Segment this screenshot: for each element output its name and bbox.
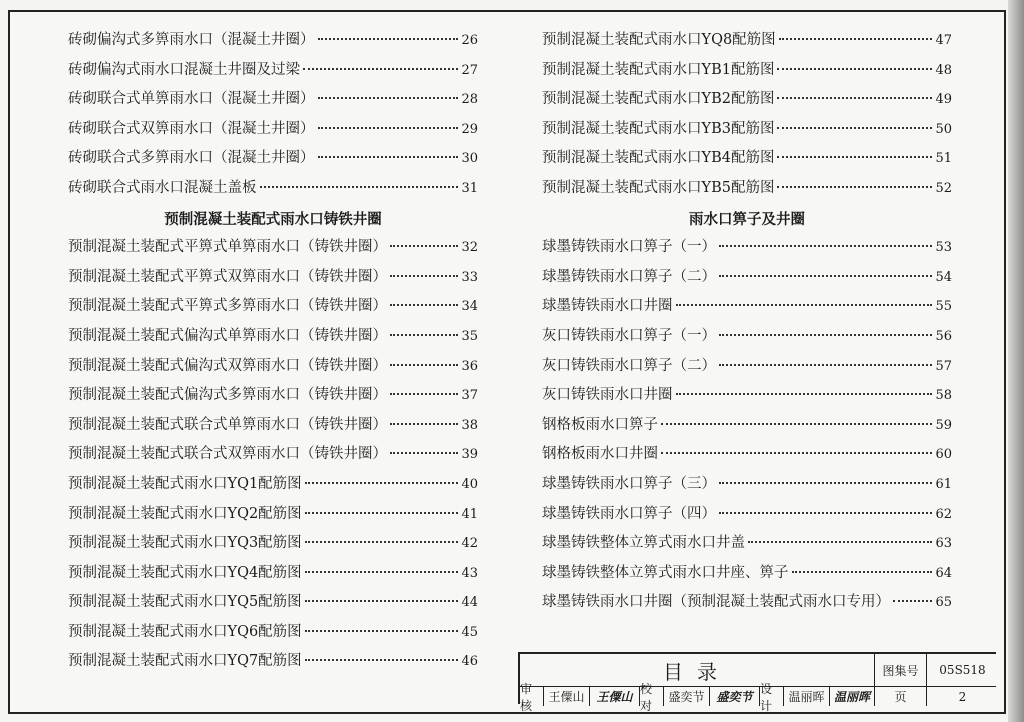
dot-leader bbox=[719, 364, 932, 366]
toc-entry-title: 球墨铸铁雨水口箅子（一） bbox=[542, 239, 716, 256]
toc-entry-page: 57 bbox=[935, 358, 952, 374]
toc-entry-page: 36 bbox=[461, 358, 478, 374]
dot-leader bbox=[676, 304, 933, 306]
toc-entry-title: 砖砌联合式双箅雨水口（混凝土井圈） bbox=[68, 120, 315, 137]
toc-entry bbox=[542, 472, 952, 502]
toc-entry bbox=[542, 117, 952, 147]
toc-entry-title: 砖砌联合式单箅雨水口（混凝土井圈） bbox=[68, 91, 315, 108]
dot-leader bbox=[390, 393, 458, 395]
toc-entry-title: 预制混凝土装配式雨水口YQ2配筋图 bbox=[68, 505, 302, 522]
toc-entry-title: 球墨铸铁整体立箅式雨水口井盖 bbox=[542, 535, 745, 552]
toc-entry-page: 50 bbox=[935, 121, 952, 137]
toc-entry bbox=[542, 354, 952, 384]
toc-left-bottom-list bbox=[68, 235, 478, 679]
toc-entry-page: 44 bbox=[461, 595, 478, 611]
dot-leader bbox=[390, 245, 458, 247]
toc-entry-page: 37 bbox=[461, 388, 478, 404]
toc-entry-title: 预制混凝土装配式雨水口YB4配筋图 bbox=[542, 150, 775, 167]
dot-leader bbox=[777, 156, 932, 158]
toc-entry-page: 33 bbox=[461, 269, 478, 285]
dot-leader bbox=[305, 659, 459, 661]
toc-entry bbox=[68, 294, 478, 324]
toc-entry bbox=[68, 649, 478, 679]
toc-entry-title: 预制混凝土装配式雨水口YB1配筋图 bbox=[542, 61, 775, 78]
toc-entry-page: 64 bbox=[935, 565, 952, 581]
toc-entry bbox=[542, 502, 952, 532]
toc-entry-page: 48 bbox=[935, 62, 952, 78]
toc-entry-page: 61 bbox=[935, 476, 952, 492]
toc-entry-title: 预制混凝土装配式雨水口YQ6配筋图 bbox=[68, 623, 302, 640]
dot-leader bbox=[661, 423, 932, 425]
toc-entry-title: 预制混凝土装配式雨水口YQ8配筋图 bbox=[542, 32, 776, 48]
dot-leader bbox=[390, 334, 458, 336]
reviewer-name: 王僳山 bbox=[544, 687, 590, 706]
toc-entry-page: 58 bbox=[935, 388, 952, 404]
dot-leader bbox=[305, 482, 459, 484]
toc-entry-title: 灰口铸铁雨水口箅子（二） bbox=[542, 357, 716, 374]
toc-right-bottom-list bbox=[542, 235, 952, 620]
toc-entry bbox=[68, 472, 478, 502]
toc-entry-title: 预制混凝土装配式雨水口YQ1配筋图 bbox=[68, 475, 302, 492]
toc-entry-page: 41 bbox=[461, 506, 478, 522]
toc-entry-title: 预制混凝土装配式偏沟式双箅雨水口（铸铁井圈） bbox=[68, 357, 387, 374]
toc-entry-page: 53 bbox=[935, 240, 952, 256]
dot-leader bbox=[661, 452, 932, 454]
toc-entry bbox=[542, 590, 952, 620]
toc-entry-page: 65 bbox=[935, 595, 952, 611]
toc-entry bbox=[68, 235, 478, 265]
toc-entry-title: 预制混凝土装配式雨水口YQ7配筋图 bbox=[68, 653, 302, 670]
dot-leader bbox=[305, 512, 459, 514]
toc-entry-title: 球墨铸铁雨水口箅子（二） bbox=[542, 268, 716, 285]
toc-entry-title: 砖砌偏沟式雨水口混凝土井圈及过梁 bbox=[68, 61, 300, 78]
toc-entry bbox=[68, 354, 478, 384]
toc-entry-page: 51 bbox=[935, 151, 952, 167]
page-edge-shadow bbox=[1008, 0, 1024, 722]
checker-signature: 盛奕节 bbox=[710, 687, 760, 706]
toc-entry bbox=[68, 58, 478, 88]
toc-entry bbox=[542, 294, 952, 324]
toc-entry-page: 56 bbox=[935, 328, 952, 344]
toc-entry bbox=[542, 28, 952, 58]
toc-entry-page: 40 bbox=[461, 476, 478, 492]
toc-entry-page: 29 bbox=[461, 121, 478, 137]
toc-entry-page: 62 bbox=[935, 506, 952, 522]
toc-entry-title: 灰口铸铁雨水口井圈 bbox=[542, 387, 673, 404]
toc-entry-title: 预制混凝土装配式联合式单箅雨水口（铸铁井圈） bbox=[68, 416, 387, 433]
toc-entry bbox=[542, 413, 952, 443]
toc-entry-page: 63 bbox=[935, 536, 952, 552]
dot-leader bbox=[305, 600, 459, 602]
toc-entry-title: 砖砌联合式多箅雨水口（混凝土井圈） bbox=[68, 150, 315, 167]
toc-entry-page: 39 bbox=[461, 447, 478, 463]
toc-entry bbox=[68, 502, 478, 532]
dot-leader bbox=[748, 541, 932, 543]
toc-entry-title: 预制混凝土装配式雨水口YB2配筋图 bbox=[542, 91, 775, 108]
toc-entry-page: 34 bbox=[461, 299, 478, 315]
reviewer-signature: 王僳山 bbox=[590, 687, 640, 706]
page-label: 页 bbox=[875, 687, 927, 706]
toc-entry bbox=[542, 146, 952, 176]
section-heading-cast-iron-ring: 预制混凝土装配式雨水口铸铁井圈 bbox=[164, 211, 382, 228]
toc-entry-page: 32 bbox=[461, 240, 478, 256]
toc-entry-page: 27 bbox=[461, 62, 478, 78]
dot-leader bbox=[777, 186, 932, 188]
toc-entry-page: 35 bbox=[461, 328, 478, 344]
toc-entry-page: 38 bbox=[461, 417, 478, 433]
page-number: 2 bbox=[958, 689, 967, 704]
toc-entry bbox=[542, 87, 952, 117]
dot-leader bbox=[719, 512, 932, 514]
dot-leader bbox=[390, 304, 458, 306]
title-block bbox=[518, 652, 996, 713]
toc-entry-title: 钢格板雨水口井圈 bbox=[542, 446, 658, 463]
dot-leader bbox=[390, 423, 458, 425]
dot-leader bbox=[390, 452, 458, 454]
toc-entry-title: 预制混凝土装配式联合式双箅雨水口（铸铁井圈） bbox=[68, 446, 387, 463]
toc-entry-title: 预制混凝土装配式平箅式双箅雨水口（铸铁井圈） bbox=[68, 268, 387, 285]
toc-entry-page: 26 bbox=[461, 33, 478, 48]
toc-left-column bbox=[68, 28, 478, 679]
dot-leader bbox=[719, 245, 932, 247]
dot-leader bbox=[305, 630, 459, 632]
dot-leader bbox=[893, 600, 932, 602]
toc-entry-page: 60 bbox=[935, 447, 952, 463]
toc-entry bbox=[68, 442, 478, 472]
toc-entry-page: 31 bbox=[461, 180, 478, 196]
dot-leader bbox=[792, 571, 933, 573]
toc-entry bbox=[542, 561, 952, 591]
atlas-number-label: 图集号 bbox=[875, 654, 927, 686]
toc-entry bbox=[542, 383, 952, 413]
review-label: 审核 bbox=[520, 687, 544, 706]
toc-entry bbox=[68, 265, 478, 295]
toc-entry-page: 43 bbox=[461, 565, 478, 581]
toc-entry-title: 灰口铸铁雨水口箅子（一） bbox=[542, 327, 716, 344]
toc-entry-title: 预制混凝土装配式平箅式多箅雨水口（铸铁井圈） bbox=[68, 298, 387, 315]
dot-leader bbox=[719, 482, 932, 484]
check-label: 校对 bbox=[640, 687, 664, 706]
toc-entry-title: 预制混凝土装配式雨水口YB5配筋图 bbox=[542, 179, 775, 196]
toc-entry bbox=[68, 28, 478, 58]
toc-entry bbox=[542, 442, 952, 472]
toc-left-top-list bbox=[68, 28, 478, 206]
toc-entry bbox=[68, 146, 478, 176]
toc-entry-title: 预制混凝土装配式雨水口YQ3配筋图 bbox=[68, 535, 302, 552]
dot-leader bbox=[318, 156, 459, 158]
toc-entry-page: 30 bbox=[461, 151, 478, 167]
toc-entry bbox=[542, 235, 952, 265]
toc-entry bbox=[542, 324, 952, 354]
toc-entry bbox=[68, 383, 478, 413]
toc-entry-title: 预制混凝土装配式偏沟式单箅雨水口（铸铁井圈） bbox=[68, 327, 387, 344]
toc-entry-title: 钢格板雨水口箅子 bbox=[542, 416, 658, 433]
toc-entry bbox=[542, 176, 952, 206]
toc-entry bbox=[68, 413, 478, 443]
atlas-number: 05S518 bbox=[939, 663, 986, 677]
toc-entry-title: 预制混凝土装配式雨水口YQ5配筋图 bbox=[68, 594, 302, 611]
toc-entry-title: 球墨铸铁雨水口箅子（四） bbox=[542, 505, 716, 522]
section-heading-grates-and-rings: 雨水口箅子及井圈 bbox=[689, 211, 805, 228]
toc-entry-page: 28 bbox=[461, 92, 478, 108]
toc-entry-page: 42 bbox=[461, 536, 478, 552]
dot-leader bbox=[303, 68, 458, 70]
checker-name: 盛奕节 bbox=[664, 687, 710, 706]
designer-signature: 温丽晖 bbox=[830, 687, 875, 706]
dot-leader bbox=[779, 38, 933, 40]
dot-leader bbox=[318, 38, 459, 40]
toc-entry-title: 砖砌偏沟式多箅雨水口（混凝土井圈） bbox=[68, 32, 315, 48]
title-block-top-row bbox=[520, 654, 996, 687]
dot-leader bbox=[777, 97, 932, 99]
dot-leader bbox=[305, 541, 459, 543]
designer-name: 温丽晖 bbox=[784, 687, 830, 706]
dot-leader bbox=[318, 127, 459, 129]
toc-entry-page: 59 bbox=[935, 417, 952, 433]
toc-entry bbox=[68, 531, 478, 561]
dot-leader bbox=[260, 186, 459, 188]
design-label: 设计 bbox=[760, 687, 784, 706]
toc-entry-page: 55 bbox=[935, 299, 952, 315]
toc-entry bbox=[542, 58, 952, 88]
toc-entry-title: 预制混凝土装配式平箅式单箅雨水口（铸铁井圈） bbox=[68, 239, 387, 256]
dot-leader bbox=[719, 275, 932, 277]
toc-entry bbox=[542, 531, 952, 561]
dot-leader bbox=[318, 97, 459, 99]
toc-entry-page: 52 bbox=[935, 180, 952, 196]
toc-entry bbox=[68, 620, 478, 650]
toc-entry bbox=[68, 561, 478, 591]
toc-entry-title: 预制混凝土装配式偏沟式多箅雨水口（铸铁井圈） bbox=[68, 387, 387, 404]
toc-entry-page: 47 bbox=[935, 33, 952, 48]
dot-leader bbox=[777, 68, 932, 70]
dot-leader bbox=[305, 571, 459, 573]
toc-entry bbox=[68, 87, 478, 117]
toc-entry-title: 砖砌联合式雨水口混凝土盖板 bbox=[68, 179, 257, 196]
toc-entry-page: 49 bbox=[935, 92, 952, 108]
toc-entry bbox=[68, 324, 478, 354]
dot-leader bbox=[390, 275, 458, 277]
toc-entry-title: 球墨铸铁整体立箅式雨水口井座、箅子 bbox=[542, 564, 789, 581]
toc-entry-page: 54 bbox=[935, 269, 952, 285]
toc-right-top-list bbox=[542, 28, 952, 206]
toc-entry bbox=[68, 590, 478, 620]
dot-leader bbox=[777, 127, 932, 129]
dot-leader bbox=[390, 364, 458, 366]
toc-right-column bbox=[542, 28, 952, 620]
toc-entry-title: 预制混凝土装配式雨水口YB3配筋图 bbox=[542, 120, 775, 137]
toc-entry-title: 预制混凝土装配式雨水口YQ4配筋图 bbox=[68, 564, 302, 581]
drawing-title: 目录 bbox=[520, 654, 875, 686]
toc-entry-title: 球墨铸铁雨水口井圈（预制混凝土装配式雨水口专用） bbox=[542, 594, 890, 611]
dot-leader bbox=[719, 334, 932, 336]
toc-entry-title: 球墨铸铁雨水口井圈 bbox=[542, 298, 673, 315]
toc-entry-page: 46 bbox=[461, 654, 478, 670]
toc-entry bbox=[68, 176, 478, 206]
toc-entry bbox=[68, 117, 478, 147]
toc-entry-page: 45 bbox=[461, 624, 478, 640]
dot-leader bbox=[676, 393, 933, 395]
toc-entry bbox=[542, 265, 952, 295]
title-block-signature-row bbox=[520, 681, 996, 713]
toc-entry-title: 球墨铸铁雨水口箅子（三） bbox=[542, 475, 716, 492]
